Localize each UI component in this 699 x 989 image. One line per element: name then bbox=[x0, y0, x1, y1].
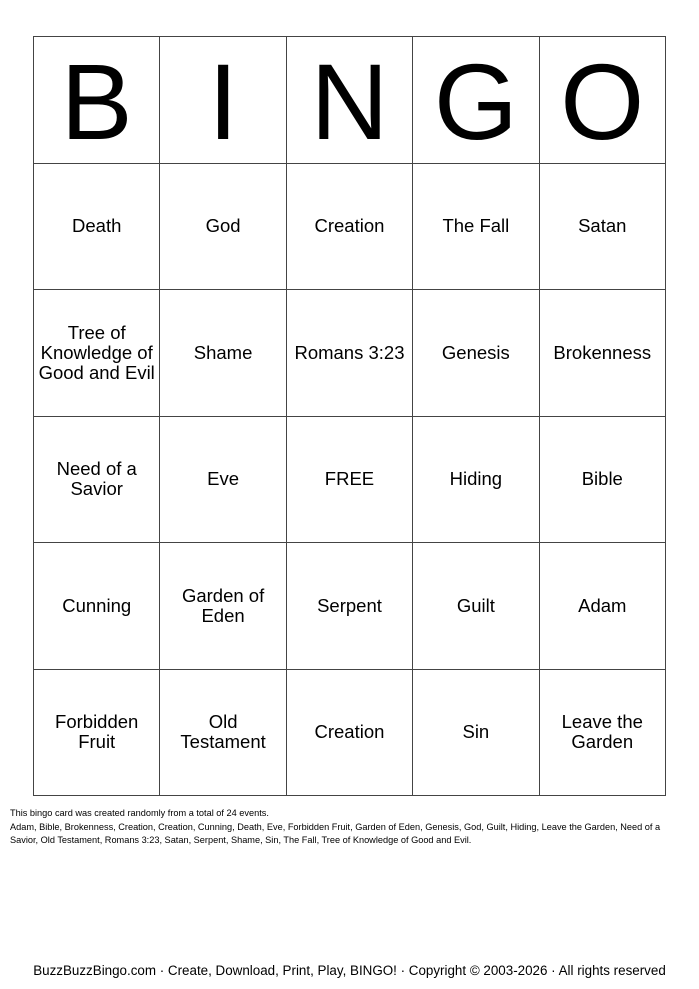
bingo-cell: Genesis bbox=[413, 290, 539, 417]
card-footnote bbox=[10, 807, 690, 848]
bingo-cell: Shame bbox=[160, 290, 286, 417]
bingo-cell: Creation bbox=[286, 669, 412, 796]
bingo-row bbox=[34, 416, 666, 543]
bingo-cell: Cunning bbox=[34, 543, 160, 670]
footnote-event-list: Adam, Bible, Brokenness, Creation, Creation, Cunning, Death, Eve, Forbidden Fruit, Garden of Eden, Genesis, God, Guilt, Hiding, Leave the Garden, Need of a Savior, Old Testament, Romans 3:23, Satan, Serpent, Shame, Sin, The Fall, Tree of Knowledge of Good and Evil. bbox=[10, 821, 661, 845]
bingo-cell: Serpent bbox=[286, 543, 412, 670]
bingo-row bbox=[34, 669, 666, 796]
bingo-cell: Brokenness bbox=[539, 290, 665, 417]
bingo-cell: Need of a Savior bbox=[34, 416, 160, 543]
bingo-row bbox=[34, 543, 666, 670]
bingo-cell: Eve bbox=[160, 416, 286, 543]
page-footer: BuzzBuzzBingo.com · Create, Download, Print, Play, BINGO! · Copyright © 2003-2026 · All rights reserved bbox=[33, 963, 666, 978]
bingo-cell: Satan bbox=[539, 163, 665, 290]
header-letter-g: G bbox=[413, 37, 539, 164]
footnote-summary: This bingo card was created randomly from a total of 24 events. bbox=[10, 808, 269, 818]
bingo-cell: Creation bbox=[286, 163, 412, 290]
bingo-cell: Forbidden Fruit bbox=[34, 669, 160, 796]
bingo-cell: Romans 3:23 bbox=[286, 290, 412, 417]
bingo-cell: Death bbox=[34, 163, 160, 290]
header-letter-b: B bbox=[34, 37, 160, 164]
bingo-row bbox=[34, 163, 666, 290]
bingo-cell: God bbox=[160, 163, 286, 290]
header-letter-i: I bbox=[160, 37, 286, 164]
header-letter-o: O bbox=[539, 37, 665, 164]
bingo-cell: Garden of Eden bbox=[160, 543, 286, 670]
bingo-cell: Sin bbox=[413, 669, 539, 796]
bingo-cell: Guilt bbox=[413, 543, 539, 670]
bingo-cell: Tree of Knowledge of Good and Evil bbox=[34, 290, 160, 417]
bingo-cell: The Fall bbox=[413, 163, 539, 290]
bingo-cell: Bible bbox=[539, 416, 665, 543]
bingo-cell: Adam bbox=[539, 543, 665, 670]
header-letter-n: N bbox=[286, 37, 412, 164]
bingo-card bbox=[33, 36, 666, 796]
bingo-header-row bbox=[34, 37, 666, 164]
bingo-row bbox=[34, 290, 666, 417]
bingo-cell: Leave the Garden bbox=[539, 669, 665, 796]
free-space-cell: FREE bbox=[286, 416, 412, 543]
bingo-cell: Hiding bbox=[413, 416, 539, 543]
bingo-cell: Old Testament bbox=[160, 669, 286, 796]
